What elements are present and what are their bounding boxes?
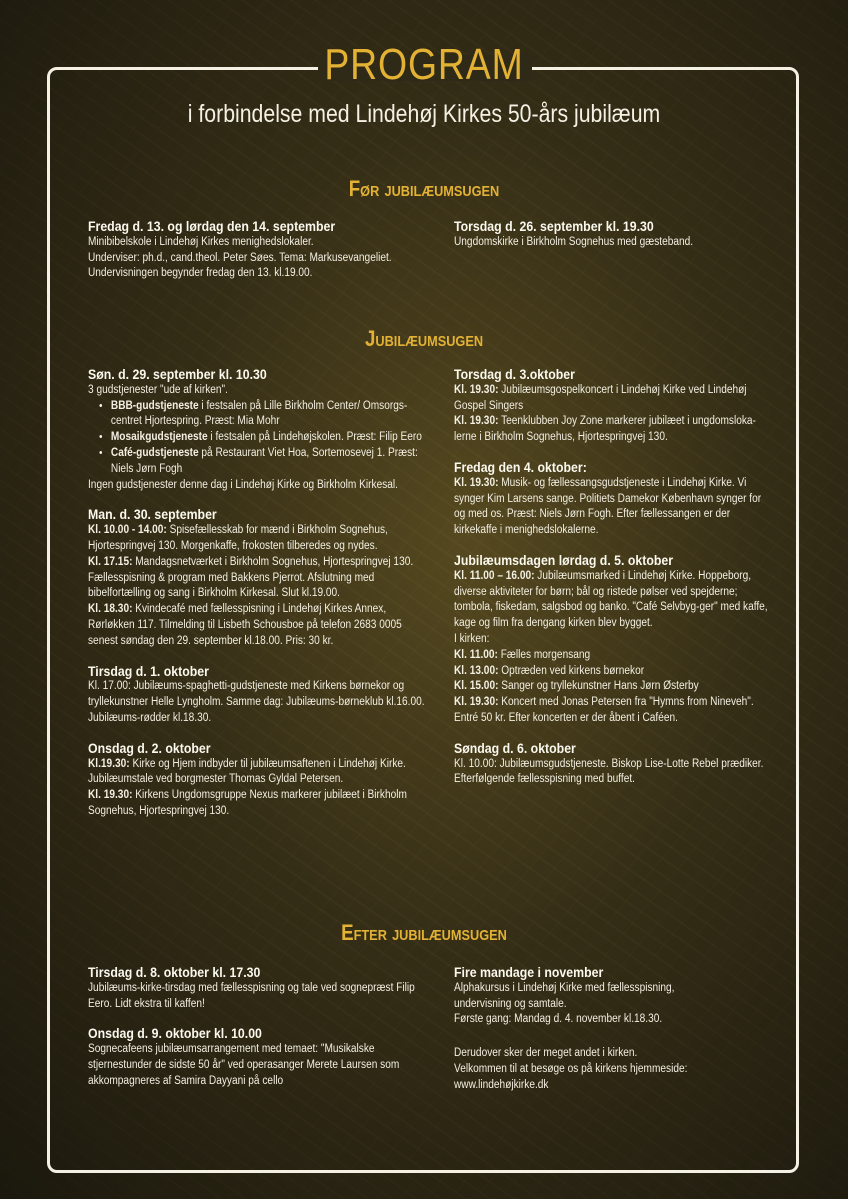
event-item: Kl. 11.00 – 16.00: Jubilæumsmarked i Lindehøj Kirke. Hoppeborg, diverse aktiviteter for børn; bål og ristede pølser ved spejderne; tombola, fiskedam, salgsbod og banko. "Café Selvbyg-ger" med kaffe, kage og film fra dengang kirken blev bygget. (454, 569, 768, 630)
closing-note (454, 1046, 771, 1093)
event-tuesday-8 (88, 965, 431, 1012)
column-after-left (88, 965, 431, 1104)
event-line: Ungdomskirke i Birkholm Sognehus med gæsteband. (454, 235, 694, 248)
event-text: Jubilæums-kirke-tirsdag med fællesspisning og tale ved sognepræst Filip Eero. Lidt ekstra til kaffen! (88, 981, 415, 1010)
event-item: Kl.19.30: Kirke og Hjem indbyder til jubilæumsaftenen i Lindehøj Kirke. Jubilæumstale ved borgmester Thomas Gyldal Petersen. (88, 757, 406, 786)
event-title: Fredag d. 13. og lørdag den 14. september (88, 218, 336, 234)
event-outro: Ingen gudstjenester denne dag i Lindehøj Kirke og Birkholm Kirkesal. (88, 478, 398, 491)
event-friday (454, 460, 771, 539)
event-wednesday-9 (88, 1026, 431, 1089)
event-line: Undervisningen begynder fredag den 13. kl.19.00. (88, 267, 313, 280)
event-before-left (88, 219, 436, 282)
event-title: Onsdag d. 9. oktober kl. 10.00 (88, 1025, 262, 1042)
event-line: Minibibelskole i Lindehøj Kirkes menighedslokaler. (88, 235, 314, 248)
page-title: PROGRAM (324, 40, 524, 89)
event-title: Tirsdag d. 1. oktober (88, 662, 209, 679)
closing-line: Velkommen til at besøge os på kirkens hjemmeside: (454, 1062, 688, 1075)
section-heading-during: Jubilæumsugen (364, 326, 484, 351)
event-title: Jubilæumsdagen lørdag d. 5. oktober (454, 551, 674, 568)
event-title: Fire mandage i november (454, 964, 604, 980)
column-during-right (454, 367, 771, 802)
list-item: • Mosaikgudstjeneste i festsalen på Lindehøjskolen. Præst: Filip Eero (111, 430, 431, 446)
event-item: Kl. 17.15: Mandagsnetværket i Birkholm Sognehus, Hjortespringvej 130. Fællesspisning & program med Bakkens Pjerrot. Afslutning med bibelfortælling og sang i Birkholm Kirkesal. Slut kl.19.00. (88, 555, 414, 600)
event-before-right (454, 219, 771, 251)
event-intro: 3 gudstjenester "ude af kirken". (88, 383, 228, 396)
list-item: • Café-gudstjeneste på Restaurant Viet Hoa, Sortemosevej 1. Præst: Niels Jørn Fogh (111, 446, 431, 478)
page-subtitle: i forbindelse med Lindehøj Kirkes 50-års jubilæum (187, 100, 661, 128)
event-title: Man. d. 30. september (88, 506, 217, 523)
event-tuesday (88, 664, 431, 727)
event-title: Onsdag d. 2. oktober (88, 739, 211, 756)
event-title: Søn. d. 29. september kl. 10.30 (88, 366, 267, 382)
event-item: Kl. 15.00: Sanger og tryllekunstner Hans Jørn Østerby (454, 680, 699, 693)
event-item: Kl. 10.00 - 14.00: Spisefællesskab for mænd i Birkholm Sognehus, Hjortespringvej 130. Morgenkaffe, frokosten tilberedes og nydes. (88, 524, 388, 552)
event-item: Kl. 11.00: Fælles morgensang (454, 648, 591, 661)
event-subheading: I kirken: (454, 632, 490, 645)
column-during-left (88, 367, 431, 834)
event-text: Kl. 10.00: Jubilæumsgudstjeneste. Biskop Lise-Lotte Rebel prædiker. Efterfølgende fællesspisning med buffet. (454, 757, 764, 786)
event-line: undervisning og samtale. (454, 997, 567, 1010)
event-text: Kl. 17.00: Jubilæums-spaghetti-gudstjeneste med Kirkens børnekor og tryllekunstner Helle Lyngholm. Samme dag: Jubilæums-børneklub kl.16.00. Jubilæums-rødder kl.18.30. (88, 680, 425, 724)
service-list (99, 399, 432, 478)
section-heading-before: Før jubilæumsugen (348, 176, 500, 201)
event-item: Kl. 19.30: Jubilæumsgospelkoncert i Lindehøj Kirke ved Lindehøj Gospel Singers (454, 383, 747, 412)
event-wednesday (88, 741, 431, 820)
event-text: Sognecafeens jubilæumsarrangement med temaet: "Musikalske stjernestunder de sidste 50 år" ved operasanger Merete Laursen som akkompagneres af Samira Dayyani på cello (88, 1043, 400, 1087)
list-item: • BBB-gudstjeneste i festsalen på Lille Birkholm Center/ Omsorgs-centret Hjortespring. Præst: Mia Mohr (111, 399, 431, 431)
event-thursday (454, 367, 771, 446)
event-line: Alphakursus i Lindehøj Kirke med fællesspisning, (454, 981, 675, 994)
event-saturday (454, 553, 771, 727)
event-title: Torsdag d. 26. september kl. 19.30 (454, 218, 654, 234)
event-title: Tirsdag d. 8. oktober kl. 17.30 (88, 964, 261, 980)
event-item: Kl. 13.00: Optræden ved kirkens børnekor (454, 664, 645, 677)
closing-line: Derudover sker der meget andet i kirken. (454, 1047, 638, 1060)
event-title: Torsdag d. 3.oktober (454, 366, 575, 382)
event-item: Kl. 19.30: Kirkens Ungdomsgruppe Nexus markerer jubilæet i Birkholm Sognehus, Hjortespringvej 130. (88, 789, 407, 817)
event-item: Kl. 19.30: Teenklubben Joy Zone markerer jubilæet i ungdomsloka-lerne i Birkholm Sognehus, Hjortespringvej 130. (454, 415, 756, 444)
event-item: Kl. 19.30: Koncert med Jonas Petersen fra "Hymns from Nineveh". Entré 50 kr. Efter koncerten er der åbent i Caféen. (454, 696, 754, 724)
section-heading-after: Efter jubilæumsugen (341, 920, 507, 945)
event-sunday (88, 367, 431, 493)
event-item: Kl. 18.30: Kvindecafé med fællesspisning i Lindehøj Kirkes Annex, Rørløkken 117. Tilmelding til Lisbeth Schousboe på telefon 2683 0005 senest søndag den 29. september kl.18.00. Pris: 30 kr. (88, 603, 402, 647)
event-title: Fredag den 4. oktober: (454, 458, 587, 475)
event-monday (88, 507, 431, 649)
event-sunday-6 (454, 741, 771, 788)
column-after-right (454, 965, 771, 1108)
event-item: Kl. 19.30: Musik- og fællessangsgudstjeneste i Lindehøj Kirke. Vi synger Kim Larsens sange. Politiets Damekor København synger for og med os. Præst: Niels Jørn Fogh. Efter fællessangen er der kirkekaffe i menighedslokalerne. (454, 476, 762, 537)
event-title: Søndag d. 6. oktober (454, 739, 576, 756)
event-mondays-november (454, 965, 771, 1028)
event-line: Underviser: ph.d., cand.theol. Peter Søes. Tema: Markusevangeliet. (88, 251, 392, 264)
website-link[interactable]: www.lindehøjkirke.dk (454, 1078, 549, 1091)
event-line: Første gang: Mandag d. 4. november kl.18.30. (454, 1013, 663, 1026)
